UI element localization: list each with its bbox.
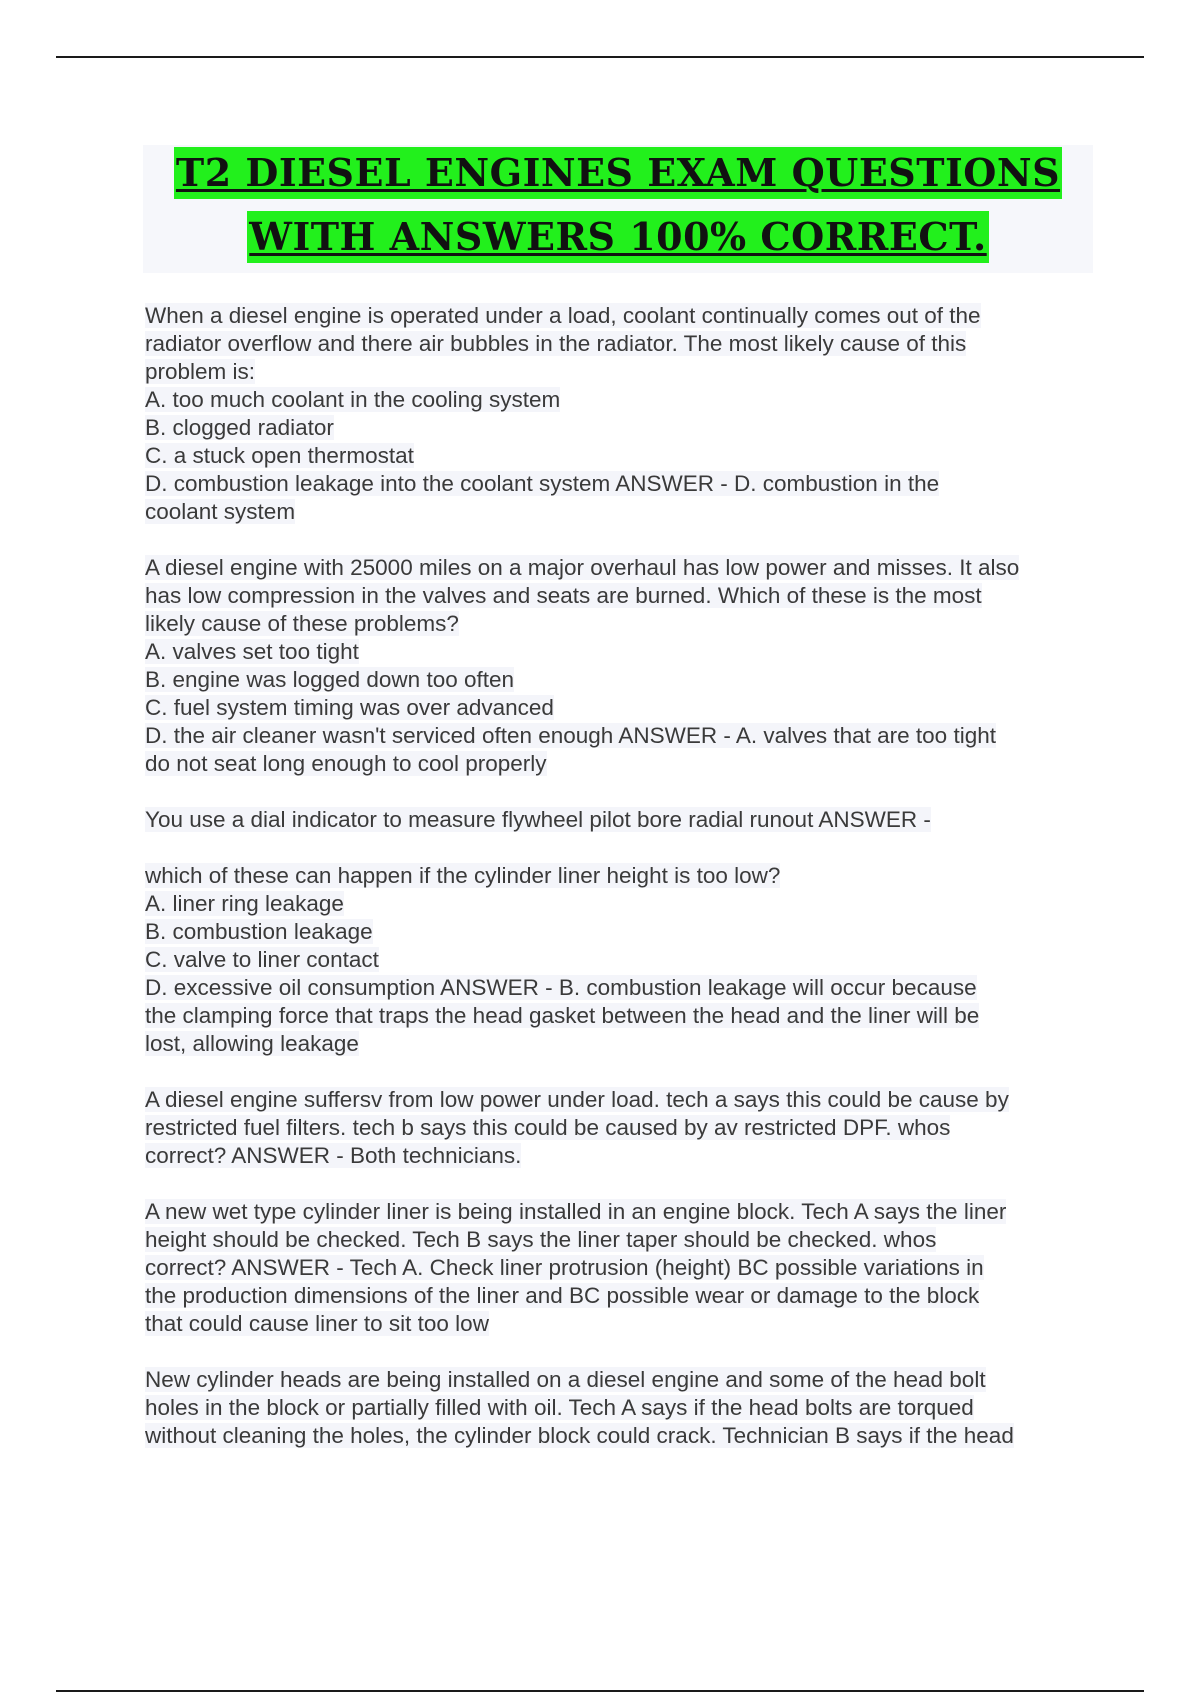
question-text: C. valve to liner contact (145, 947, 379, 972)
top-rule (56, 56, 1144, 58)
question-block (145, 806, 1095, 834)
question-list (145, 302, 1095, 1478)
question-text-line (145, 414, 1095, 442)
question-text: correct? ANSWER - Both technicians. (145, 1143, 522, 1168)
question-text-line (145, 890, 1095, 918)
question-text: coolant system (145, 499, 296, 524)
question-text: restricted fuel filters. tech b says this could be caused by av restricted DPF. whos (145, 1115, 951, 1140)
question-text: D. the air cleaner wasn't serviced often enough ANSWER - A. valves that are too tight (145, 723, 996, 748)
question-text-line (145, 470, 1095, 498)
question-text-line (145, 1142, 1095, 1170)
question-text-line (145, 442, 1095, 470)
question-text-line (145, 386, 1095, 414)
title-line-2: WITH ANSWERS 100% CORRECT. (247, 211, 988, 263)
question-text: that could cause liner to sit too low (145, 1311, 489, 1336)
question-text: do not seat long enough to cool properly (145, 751, 547, 776)
question-text: B. combustion leakage (145, 919, 373, 944)
question-text-line (145, 918, 1095, 946)
question-text: When a diesel engine is operated under a load, coolant continually comes out of the (145, 303, 981, 328)
question-text-line (145, 862, 1095, 890)
question-text-line (145, 946, 1095, 974)
question-block (145, 554, 1095, 778)
question-text: height should be checked. Tech B says the liner taper should be checked. whos (145, 1227, 937, 1252)
question-block (145, 302, 1095, 526)
question-text: B. clogged radiator (145, 415, 334, 440)
question-text: D. excessive oil consumption ANSWER - B. combustion leakage will occur because (145, 975, 977, 1000)
question-text: holes in the block or partially filled with oil. Tech A says if the head bolts are torqued (145, 1395, 974, 1420)
question-text-line (145, 302, 1095, 330)
question-text-line (145, 1282, 1095, 1310)
document-title (143, 145, 1093, 273)
question-text: the production dimensions of the liner and BC possible wear or damage to the block (145, 1283, 980, 1308)
question-text: likely cause of these problems? (145, 611, 459, 636)
question-text-line (145, 694, 1095, 722)
question-block (145, 1086, 1095, 1170)
question-text: C. fuel system timing was over advanced (145, 695, 554, 720)
question-text-line (145, 638, 1095, 666)
question-text-line (145, 1002, 1095, 1030)
question-text-line (145, 1226, 1095, 1254)
question-text: You use a dial indicator to measure flywheel pilot bore radial runout ANSWER - (145, 807, 931, 832)
question-text: radiator overflow and there air bubbles in the radiator. The most likely cause of this (145, 331, 967, 356)
question-text: problem is: (145, 359, 256, 384)
question-text-line (145, 498, 1095, 526)
question-text: without cleaning the holes, the cylinder block could crack. Technician B says if the head (145, 1423, 1014, 1448)
question-block (145, 862, 1095, 1058)
question-text-line (145, 610, 1095, 638)
question-text: has low compression in the valves and seats are burned. Which of these is the most (145, 583, 982, 608)
question-text-line (145, 1086, 1095, 1114)
question-text: correct? ANSWER - Tech A. Check liner protrusion (height) BC possible variations in (145, 1255, 984, 1280)
title-line-1: T2 DIESEL ENGINES EXAM QUESTIONS (174, 147, 1062, 199)
question-text: New cylinder heads are being installed on a diesel engine and some of the head bolt (145, 1367, 986, 1392)
question-text: A diesel engine suffersv from low power under load. tech a says this could be cause by (145, 1087, 1009, 1112)
question-text: D. combustion leakage into the coolant system ANSWER - D. combustion in the (145, 471, 940, 496)
question-text: C. a stuck open thermostat (145, 443, 414, 468)
question-text-line (145, 1030, 1095, 1058)
question-text-line (145, 330, 1095, 358)
question-text-line (145, 974, 1095, 1002)
question-text-line (145, 806, 1095, 834)
question-text-line (145, 1422, 1095, 1450)
question-text: lost, allowing leakage (145, 1031, 359, 1056)
question-block (145, 1198, 1095, 1338)
question-text: A new wet type cylinder liner is being installed in an engine block. Tech A says the liner (145, 1199, 1007, 1224)
question-text-line (145, 666, 1095, 694)
question-text-line (145, 1254, 1095, 1282)
question-text: A. liner ring leakage (145, 891, 344, 916)
question-text: A. too much coolant in the cooling system (145, 387, 561, 412)
question-text-line (145, 1366, 1095, 1394)
question-text-line (145, 750, 1095, 778)
question-text-line (145, 722, 1095, 750)
question-text-line (145, 582, 1095, 610)
question-text-line (145, 1394, 1095, 1422)
bottom-rule (56, 1690, 1144, 1692)
question-block (145, 1366, 1095, 1450)
question-text: which of these can happen if the cylinder liner height is too low? (145, 863, 781, 888)
question-text-line (145, 1198, 1095, 1226)
question-text-line (145, 1114, 1095, 1142)
question-text-line (145, 358, 1095, 386)
question-text-line (145, 554, 1095, 582)
question-text: the clamping force that traps the head gasket between the head and the liner will be (145, 1003, 980, 1028)
question-text: A diesel engine with 25000 miles on a major overhaul has low power and misses. It also (145, 555, 1020, 580)
question-text: B. engine was logged down too often (145, 667, 515, 692)
question-text: A. valves set too tight (145, 639, 359, 664)
question-text-line (145, 1310, 1095, 1338)
